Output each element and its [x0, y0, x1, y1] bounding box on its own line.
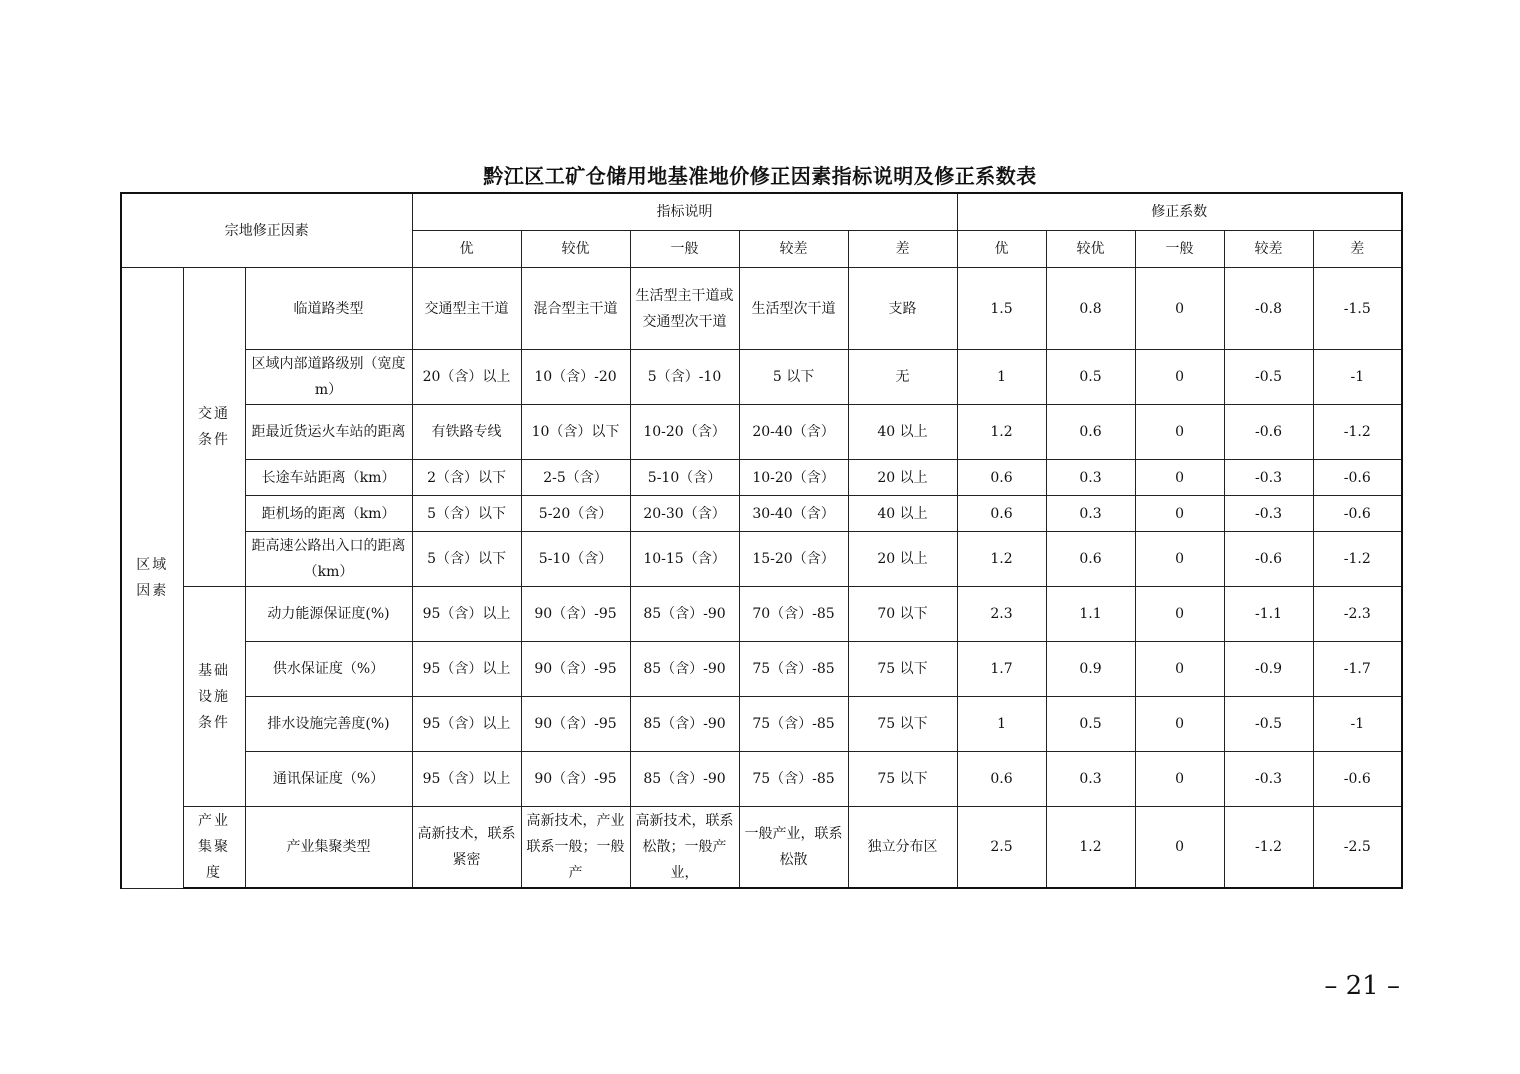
table-row [121, 807, 1402, 889]
coef-cell: 0.3 [1046, 496, 1135, 532]
coef-cell: 0.5 [1046, 350, 1135, 405]
desc-cell: 15-20（含） [739, 532, 848, 587]
header-level-coef: 较差 [1224, 231, 1313, 268]
header-level-coef: 优 [957, 231, 1046, 268]
desc-cell: 90（含）-95 [521, 697, 630, 752]
coef-cell: -1.2 [1313, 405, 1402, 460]
desc-cell: 一般产业，联系松散 [739, 807, 848, 889]
desc-cell: 75 以下 [848, 697, 957, 752]
desc-cell: 10（含）-20 [521, 350, 630, 405]
header-level-desc: 优 [412, 231, 521, 268]
desc-cell: 独立分布区 [848, 807, 957, 889]
factor-cell: 排水设施完善度(%) [245, 697, 412, 752]
factor-cell: 产业集聚类型 [245, 807, 412, 889]
coef-cell: 0.6 [957, 460, 1046, 496]
coef-cell: -0.6 [1224, 532, 1313, 587]
factor-cell: 区域内部道路级别（宽度 m） [245, 350, 412, 405]
header-level-coef: 差 [1313, 231, 1402, 268]
coef-cell: -1 [1313, 350, 1402, 405]
coef-cell: -1.2 [1313, 532, 1402, 587]
desc-cell: 2-5（含） [521, 460, 630, 496]
desc-cell: 生活型主干道或交通型次干道 [630, 268, 739, 350]
coef-cell: 0.3 [1046, 460, 1135, 496]
factor-cell: 距机场的距离（km） [245, 496, 412, 532]
coef-cell: 0 [1135, 350, 1224, 405]
factor-cell: 距高速公路出入口的距离（km） [245, 532, 412, 587]
page-number: – 21 – [1324, 971, 1400, 1001]
factor-cell: 通讯保证度（%） [245, 752, 412, 807]
table-row [121, 697, 1402, 752]
desc-cell: 90（含）-95 [521, 752, 630, 807]
table-row [121, 460, 1402, 496]
coef-cell: 0 [1135, 405, 1224, 460]
desc-cell: 5-10（含） [521, 532, 630, 587]
factor-cell: 距最近货运火车站的距离 [245, 405, 412, 460]
desc-cell: 混合型主干道 [521, 268, 630, 350]
desc-cell: 20 以上 [848, 460, 957, 496]
coef-cell: 0.3 [1046, 752, 1135, 807]
desc-cell: 85（含）-90 [630, 587, 739, 642]
coef-cell: 1.1 [1046, 587, 1135, 642]
coef-cell: -1.2 [1224, 807, 1313, 889]
desc-cell: 20-40（含） [739, 405, 848, 460]
coef-cell: 1.5 [957, 268, 1046, 350]
coef-cell: 2.5 [957, 807, 1046, 889]
coef-cell: -1.5 [1313, 268, 1402, 350]
desc-cell: 高新技术，联系松散；一般产业， [630, 807, 739, 889]
group-industry: 产业集聚度 [183, 807, 245, 889]
coef-cell: -0.3 [1224, 496, 1313, 532]
table-row [121, 587, 1402, 642]
desc-cell: 5 以下 [739, 350, 848, 405]
coef-cell: 0.6 [957, 752, 1046, 807]
desc-cell: 40 以上 [848, 496, 957, 532]
desc-cell: 20 以上 [848, 532, 957, 587]
desc-cell: 5（含）以下 [412, 532, 521, 587]
group-region: 区域因素 [121, 268, 183, 889]
group-infra: 基础设施条件 [183, 587, 245, 807]
desc-cell: 95（含）以上 [412, 587, 521, 642]
coef-cell: 0.6 [957, 496, 1046, 532]
header-indicator: 指标说明 [412, 193, 957, 231]
desc-cell: 10-20（含） [630, 405, 739, 460]
desc-cell: 10-20（含） [739, 460, 848, 496]
desc-cell: 30-40（含） [739, 496, 848, 532]
header-level-desc: 较差 [739, 231, 848, 268]
table-row [121, 752, 1402, 807]
desc-cell: 95（含）以上 [412, 697, 521, 752]
desc-cell: 支路 [848, 268, 957, 350]
coef-cell: 0 [1135, 460, 1224, 496]
header-level-desc: 较优 [521, 231, 630, 268]
table-title: 黔江区工矿仓储用地基准地价修正因素指标说明及修正系数表 [483, 164, 1037, 188]
coef-cell: 0 [1135, 496, 1224, 532]
coef-cell: 0 [1135, 587, 1224, 642]
table-row [121, 496, 1402, 532]
coef-cell: 0 [1135, 807, 1224, 889]
desc-cell: 75 以下 [848, 642, 957, 697]
desc-cell: 高新技术，产业联系一般；一般产 [521, 807, 630, 889]
header-coefficient: 修正系数 [957, 193, 1402, 231]
desc-cell: 75（含）-85 [739, 642, 848, 697]
coef-cell: -1.7 [1313, 642, 1402, 697]
header-level-desc: 一般 [630, 231, 739, 268]
desc-cell: 75（含）-85 [739, 752, 848, 807]
desc-cell: 5（含）以下 [412, 496, 521, 532]
coef-cell: 0 [1135, 642, 1224, 697]
correction-table [120, 192, 1403, 889]
table-row [121, 268, 1402, 350]
desc-cell: 75（含）-85 [739, 697, 848, 752]
header-level-coef: 较优 [1046, 231, 1135, 268]
factor-cell: 供水保证度（%） [245, 642, 412, 697]
factor-cell: 动力能源保证度(%) [245, 587, 412, 642]
coef-cell: -2.5 [1313, 807, 1402, 889]
coef-cell: 1.7 [957, 642, 1046, 697]
coef-cell: 0.6 [1046, 405, 1135, 460]
desc-cell: 75 以下 [848, 752, 957, 807]
coef-cell: -1.1 [1224, 587, 1313, 642]
desc-cell: 85（含）-90 [630, 642, 739, 697]
desc-cell: 40 以上 [848, 405, 957, 460]
desc-cell: 10-15（含） [630, 532, 739, 587]
coef-cell: -0.6 [1224, 405, 1313, 460]
coef-cell: 0.9 [1046, 642, 1135, 697]
coef-cell: -0.3 [1224, 752, 1313, 807]
coef-cell: -0.8 [1224, 268, 1313, 350]
desc-cell: 无 [848, 350, 957, 405]
desc-cell: 5（含）-10 [630, 350, 739, 405]
coef-cell: -0.6 [1313, 752, 1402, 807]
coef-cell: 1.2 [1046, 807, 1135, 889]
desc-cell: 有铁路专线 [412, 405, 521, 460]
coef-cell: 2.3 [957, 587, 1046, 642]
desc-cell: 10（含）以下 [521, 405, 630, 460]
factor-cell: 临道路类型 [245, 268, 412, 350]
desc-cell: 90（含）-95 [521, 587, 630, 642]
desc-cell: 20（含）以上 [412, 350, 521, 405]
coef-cell: 1 [957, 350, 1046, 405]
desc-cell: 生活型次干道 [739, 268, 848, 350]
desc-cell: 5-20（含） [521, 496, 630, 532]
header-row-1 [121, 193, 1402, 231]
coef-cell: -0.3 [1224, 460, 1313, 496]
desc-cell: 85（含）-90 [630, 697, 739, 752]
coef-cell: -2.3 [1313, 587, 1402, 642]
coef-cell: 0 [1135, 268, 1224, 350]
coef-cell: 0 [1135, 697, 1224, 752]
table-row [121, 350, 1402, 405]
desc-cell: 70 以下 [848, 587, 957, 642]
desc-cell: 高新技术，联系紧密 [412, 807, 521, 889]
coef-cell: -0.5 [1224, 697, 1313, 752]
coef-cell: -1 [1313, 697, 1402, 752]
coef-cell: -0.6 [1313, 460, 1402, 496]
coef-cell: 1.2 [957, 405, 1046, 460]
coef-cell: 0 [1135, 532, 1224, 587]
coef-cell: -0.6 [1313, 496, 1402, 532]
coef-cell: 1 [957, 697, 1046, 752]
table-row [121, 642, 1402, 697]
table-row [121, 532, 1402, 587]
group-traffic: 交通条件 [183, 268, 245, 587]
desc-cell: 95（含）以上 [412, 642, 521, 697]
desc-cell: 20-30（含） [630, 496, 739, 532]
desc-cell: 90（含）-95 [521, 642, 630, 697]
coef-cell: 0 [1135, 752, 1224, 807]
coef-cell: -0.9 [1224, 642, 1313, 697]
desc-cell: 70（含）-85 [739, 587, 848, 642]
coef-cell: 1.2 [957, 532, 1046, 587]
factor-cell: 长途车站距离（km） [245, 460, 412, 496]
header-level-coef: 一般 [1135, 231, 1224, 268]
coef-cell: 0.6 [1046, 532, 1135, 587]
coef-cell: 0.5 [1046, 697, 1135, 752]
desc-cell: 5-10（含） [630, 460, 739, 496]
header-level-desc: 差 [848, 231, 957, 268]
coef-cell: -0.5 [1224, 350, 1313, 405]
header-factor: 宗地修正因素 [121, 193, 412, 268]
desc-cell: 85（含）-90 [630, 752, 739, 807]
desc-cell: 交通型主干道 [412, 268, 521, 350]
desc-cell: 95（含）以上 [412, 752, 521, 807]
table-row [121, 405, 1402, 460]
desc-cell: 2（含）以下 [412, 460, 521, 496]
coef-cell: 0.8 [1046, 268, 1135, 350]
